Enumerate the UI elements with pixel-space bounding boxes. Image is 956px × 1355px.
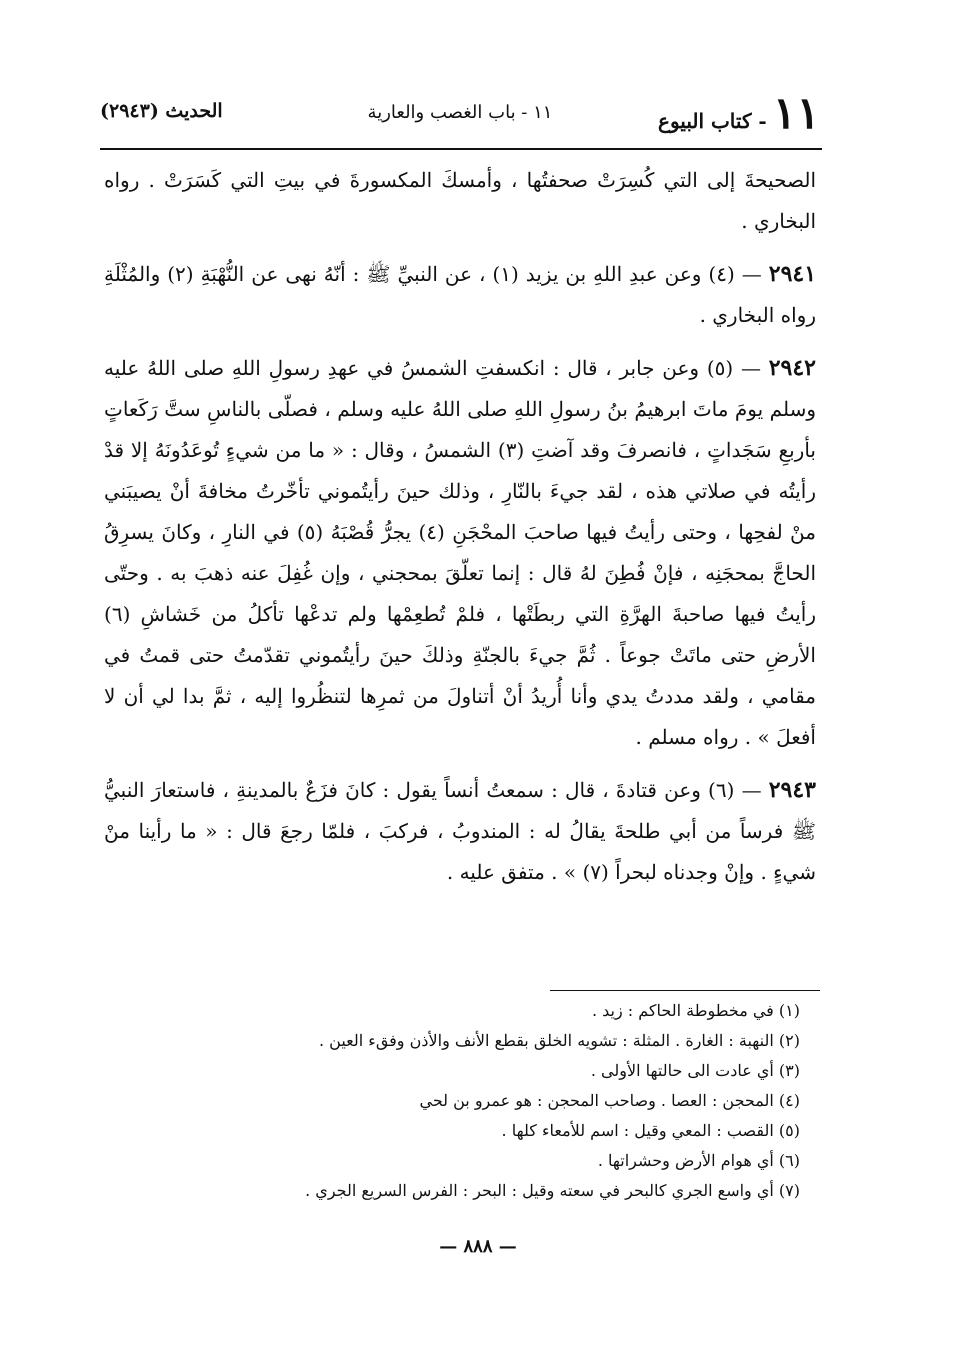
footnote-7: (٧) أي واسع الجري كالبحر في سعته وقيل : البحر : الفرس السريع الجري . (305, 1181, 800, 1200)
footnote-4: (٤) المحجن : العصا . وصاحب المحجن : هو عمرو بن لحي (419, 1091, 800, 1110)
hadith-number: ٢٩٤٢ (768, 355, 816, 381)
footnote-divider (550, 990, 820, 991)
hadith-number: ٢٩٤١ (768, 261, 817, 287)
main-text (104, 160, 816, 905)
hadith-2942 (104, 348, 816, 758)
paragraph-text: — (٤) وعن عبدِ اللهِ بن يزيد (١) ، عن النبيِّ ﷺ : أنّهُ نهى عن النُّهْبَةِ (٢) والمُثْلَةِ رواه البخاري . (104, 262, 816, 327)
hadith-2943 (104, 770, 816, 893)
page-number: — ٨٨٨ — (439, 1236, 517, 1257)
hadith-reference: الحديث (٢٩٤٣) (100, 100, 223, 122)
footnote-3: (٣) أي عادت الى حالتها الأولى . (590, 1061, 800, 1080)
chapter-number: ١١ (772, 88, 820, 139)
paragraph-text: — (٥) وعن جابر ، قال : انكسفتِ الشمسُ في عهدِ رسولِ اللهِ صلى اللهُ عليه وسلم يومَ ماتَ ابرهيمُ بنُ رسولِ اللهِ صلى اللهُ عليه وسلم ، فصلّى بالناسِ ستَّ رَكَعاتٍ بأربعِ سَجَداتٍ ، فانصرفَ وقد آضتِ (٣) الشمسُ ، وقال : « ما من شيءٍ تُوعَدُونَهُ إلا قدْ رأيتُه في صلاتي هذه ، لقد جيءَ بالنّارِ ، وذلك حينَ رأيتُموني تأخّرتُ مخافةَ أنْ يصيبَني منْ لفحِها ، وحتى رأيتُ فيها صاحبَ المحْجَنِ (٤) يجرُّ قُصْبَهُ (٥) في النارِ ، وكانَ يسرِقُ الحاجَّ بمحجَنِه ، فإنْ فُطِنَ لهُ قال : إنما تعلّقَ بمحجني ، وإن غُفِلَ عنه ذهبَ به . وحتّى رأيتُ فيها صاحبةَ الهرَّةِ التي ربطَتْها ، فلمْ تُطعِمْها ولم تدعْها تأكلُ من خَشاشِ (٦) الأرضِ حتى ماتَتْ جوعاً . ثُمَّ جيءَ بالجنّةِ وذلكَ حينَ رأيتُموني تقدّمتُ حتى قمتُ في مقامي ، ولقد مددتُ يدي وأنا أُريدُ أنْ أتناولَ من ثمرِها لتنظُروا إليه ، ثمَّ بدا لي أن لا أفعلَ » . رواه مسلم . (104, 356, 817, 749)
footnotes (200, 996, 800, 1206)
hadith-number: ٢٩٤٣ (768, 777, 816, 803)
paragraph-continuation (104, 160, 816, 242)
section-title: ١١ - باب الغصب والعارية (367, 102, 553, 123)
book-title: - كتاب البيوع (658, 109, 767, 133)
paragraph-text: الصحيحةَ إلى التي كُسِرَتْ صحفتُها ، وأمسكَ المكسورةَ في بيتِ التي كَسَرَتْ . رواه البخاري . (104, 168, 816, 233)
footnote-6: (٦) أي هوام الأرض وحشراتها . (597, 1151, 800, 1170)
header-divider (100, 148, 822, 150)
footnote-5: (٥) القصب : المعي وقيل : اسم للأمعاء كلها . (501, 1121, 800, 1140)
footnote-2: (٢) النهبة : الغارة . المثلة : تشويه الخلق بقطع الأنف والأذن وفقء العين . (318, 1031, 800, 1050)
paragraph-text: — (٦) وعن قتادةَ ، قال : سمعتُ أنساً يقول : كانَ فزَعٌ بالمدينةِ ، فاستعارَ النبيُّ ﷺ فرساً من أبي طلحةَ يقالُ له : المندوبُ ، فركبَ ، فلمّا رجعَ قال : « ما رأينا منْ شيءٍ . وإنْ وجدناه لبحراً (٧) » . متفق عليه . (104, 778, 816, 884)
footnote-1: (١) في مخطوطة الحاكم : زيد . (591, 1001, 800, 1020)
hadith-2941 (104, 254, 816, 336)
page-header (100, 88, 820, 140)
